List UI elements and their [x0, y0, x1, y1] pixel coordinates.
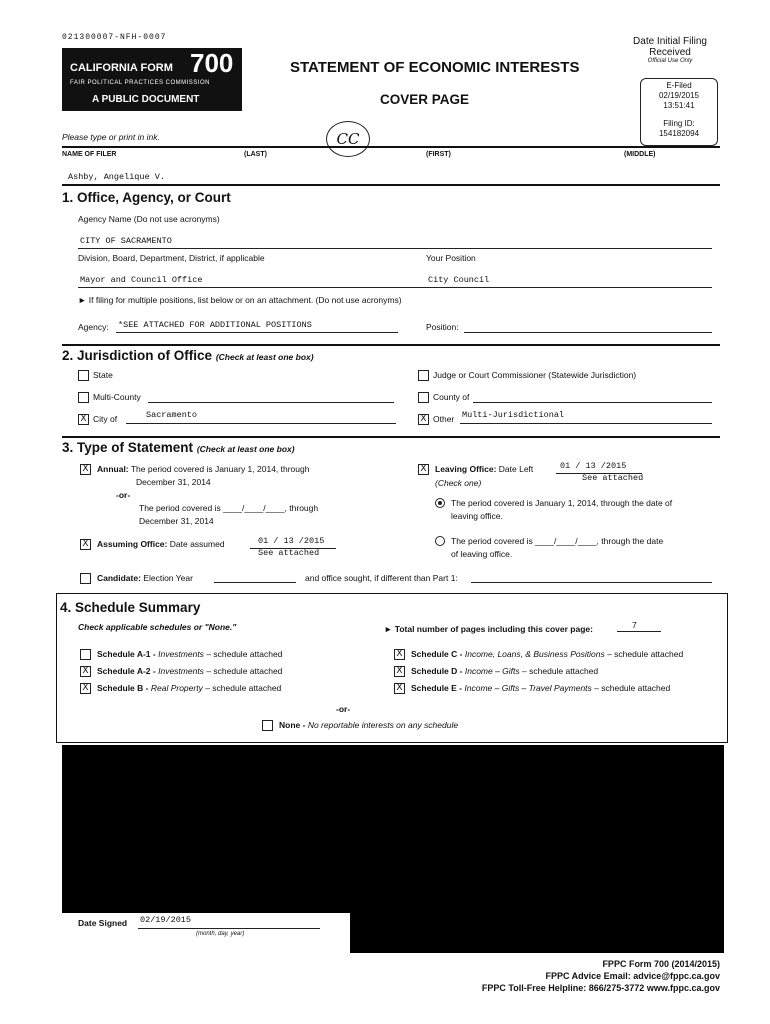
leave-option1-radio[interactable] [435, 498, 445, 508]
candidate-text2: and office sought, if different than Part 1: [305, 573, 458, 583]
logo-line2: FAIR POLITICAL PRACTICES COMMISSION [70, 80, 210, 86]
document-id: 021300007-NFH-0007 [62, 33, 167, 42]
assuming-text: Assuming Office: Date assumed [97, 539, 225, 549]
schedule-e-text: Schedule E - Income – Gifts – Travel Payments – schedule attached [411, 683, 671, 693]
leaving-note: See attached [582, 473, 644, 483]
leave-option1-text2: leaving office. [451, 511, 503, 521]
filing-id: 154182094 [658, 129, 700, 138]
redaction-block-top [62, 745, 724, 913]
name-first-label: (FIRST) [426, 151, 451, 158]
footer-phone: FPPC Toll-Free Helpline: 866/275-3772 www.fppc.ca.gov [481, 983, 720, 993]
multi-county-label: Multi-County [93, 392, 141, 402]
agency-label: Agency Name (Do not use acronyms) [78, 214, 220, 224]
leave-option2-text: The period covered is ____/____/____, through the date [451, 536, 664, 546]
official-use: Official Use Only [647, 58, 693, 64]
schedule-d-checkbox[interactable]: X [394, 666, 405, 677]
efile-box [640, 78, 718, 146]
efiled-time: 13:51:41 [663, 101, 695, 110]
section3-num: 3. [62, 440, 74, 455]
filing-id-label: Filing ID: [663, 119, 695, 128]
page-subtitle: COVER PAGE [380, 92, 470, 107]
assuming-date[interactable]: 01 / 13 /2015 [258, 536, 325, 546]
city-value[interactable]: Sacramento [146, 410, 198, 420]
section2-num: 2. [62, 348, 74, 363]
date-signed-label: Date Signed [78, 918, 128, 928]
instructions: Please type or print in ink. [62, 132, 160, 142]
section3-title: Type of Statement [77, 440, 194, 455]
schedule-c-checkbox[interactable]: X [394, 649, 405, 660]
received-block [620, 36, 720, 64]
division-value[interactable]: Mayor and Council Office [80, 275, 203, 285]
candidate-checkbox[interactable] [80, 573, 91, 584]
section3-hint: (Check at least one box) [196, 444, 295, 454]
schedule-a2-checkbox[interactable]: X [80, 666, 91, 677]
section2-title: Jurisdiction of Office [77, 348, 213, 363]
leaving-text: Leaving Office: Date Left [435, 464, 534, 474]
position2-label: Position: [426, 322, 459, 332]
name-label: NAME OF FILER [62, 151, 117, 158]
judge-checkbox[interactable] [418, 370, 429, 381]
footer-email: FPPC Advice Email: advice@fppc.ca.gov [545, 971, 720, 981]
city-checkbox[interactable]: X [78, 414, 89, 425]
efiled-date: 02/19/2015 [658, 91, 700, 100]
schedule-e-checkbox[interactable]: X [394, 683, 405, 694]
total-pages-value[interactable]: 7 [632, 620, 637, 630]
county-checkbox[interactable] [418, 392, 429, 403]
redaction-block-bottom [350, 905, 724, 953]
other-label: Other [433, 414, 455, 424]
section2-heading [62, 348, 314, 363]
section4-title: Schedule Summary [75, 600, 201, 615]
other-checkbox[interactable]: X [418, 414, 429, 425]
agency2-value[interactable]: *SEE ATTACHED FOR ADDITIONAL POSITIONS [118, 320, 312, 330]
check-one: (Check one) [435, 478, 482, 488]
leaving-date[interactable]: 01 / 13 /2015 [560, 461, 627, 471]
state-label: State [93, 370, 113, 380]
other-value[interactable]: Multi-Jurisdictional [462, 410, 565, 420]
agency2-label: Agency: [78, 322, 109, 332]
date-signed-value[interactable]: 02/19/2015 [140, 915, 192, 925]
annual-or: -or- [116, 490, 131, 500]
state-checkbox[interactable] [78, 370, 89, 381]
section2-hint: (Check at least one box) [215, 352, 314, 362]
county-label: County of [433, 392, 470, 402]
leave-option2-radio[interactable] [435, 536, 445, 546]
position-label: Your Position [426, 253, 476, 263]
section4-heading [60, 600, 200, 615]
assuming-note: See attached [258, 548, 320, 558]
section1-title: Office, Agency, or Court [77, 190, 231, 205]
schedule-a1-checkbox[interactable] [80, 649, 91, 660]
section1-heading [62, 190, 231, 205]
leaving-checkbox[interactable]: X [418, 464, 429, 475]
name-last-label: (LAST) [244, 151, 267, 158]
annual-text: Annual: The period covered is January 1, 2014, through [97, 464, 310, 474]
name-middle-label: (MIDDLE) [624, 151, 656, 158]
logo-line1: CALIFORNIA FORM [70, 62, 173, 74]
annual-checkbox[interactable]: X [80, 464, 91, 475]
footer [420, 958, 720, 994]
form-logo [62, 48, 242, 111]
division-label: Division, Board, Department, District, if applicable [78, 253, 265, 263]
logo-line3: A PUBLIC DOCUMENT [92, 94, 200, 105]
leave-option2-text2: of leaving office. [451, 549, 513, 559]
candidate-text: Candidate: Election Year [97, 573, 193, 583]
schedule-a2-text: Schedule A-2 - Investments – schedule attached [97, 666, 283, 676]
schedule-d-text: Schedule D - Income – Gifts – schedule attached [411, 666, 599, 676]
received-title1: Date Initial Filing [633, 36, 707, 47]
filer-name[interactable]: Ashby, Angelique V. [68, 172, 165, 182]
schedule-or: -or- [336, 704, 351, 714]
multi-county-checkbox[interactable] [78, 392, 89, 403]
received-title2: Received [649, 47, 691, 58]
judge-label: Judge or Court Commissioner (Statewide Jurisdiction) [433, 370, 637, 380]
none-text: None - No reportable interests on any schedule [279, 720, 459, 730]
period-text2: December 31, 2014 [139, 516, 214, 526]
efiled-label: E-Filed [666, 81, 692, 90]
section1-num: 1. [62, 190, 74, 205]
position-value[interactable]: City Council [428, 275, 490, 285]
date-signed-hint: (month, day, year) [196, 931, 245, 937]
period-text: The period covered is ____/____/____, through [139, 503, 319, 513]
leave-option1-text: The period covered is January 1, 2014, through the date of [451, 498, 673, 508]
none-checkbox[interactable] [262, 720, 273, 731]
city-label: City of [93, 414, 118, 424]
section3-heading [62, 440, 295, 455]
footer-form: FPPC Form 700 (2014/2015) [602, 959, 720, 969]
initial-stamp: CC [326, 121, 370, 157]
schedule-c-text: Schedule C - Income, Loans, & Business Positions – schedule attached [411, 649, 684, 659]
assuming-checkbox[interactable]: X [80, 539, 91, 550]
agency-value[interactable]: CITY OF SACRAMENTO [80, 236, 172, 246]
multi-position-note: ► If filing for multiple positions, list below or on an attachment. (Do not use acronyms) [78, 295, 402, 305]
annual-text2: December 31, 2014 [136, 477, 211, 487]
section4-num: 4. [60, 600, 72, 615]
schedule-a1-text: Schedule A-1 - Investments – schedule attached [97, 649, 283, 659]
schedule-b-checkbox[interactable]: X [80, 683, 91, 694]
logo-number: 700 [190, 48, 234, 78]
page-title: STATEMENT OF ECONOMIC INTERESTS [290, 59, 580, 76]
schedule-check-note: Check applicable schedules or "None." [78, 622, 237, 632]
schedule-b-text: Schedule B - Real Property – schedule attached [97, 683, 282, 693]
total-pages-label: ► Total number of pages including this cover page: [384, 624, 593, 634]
